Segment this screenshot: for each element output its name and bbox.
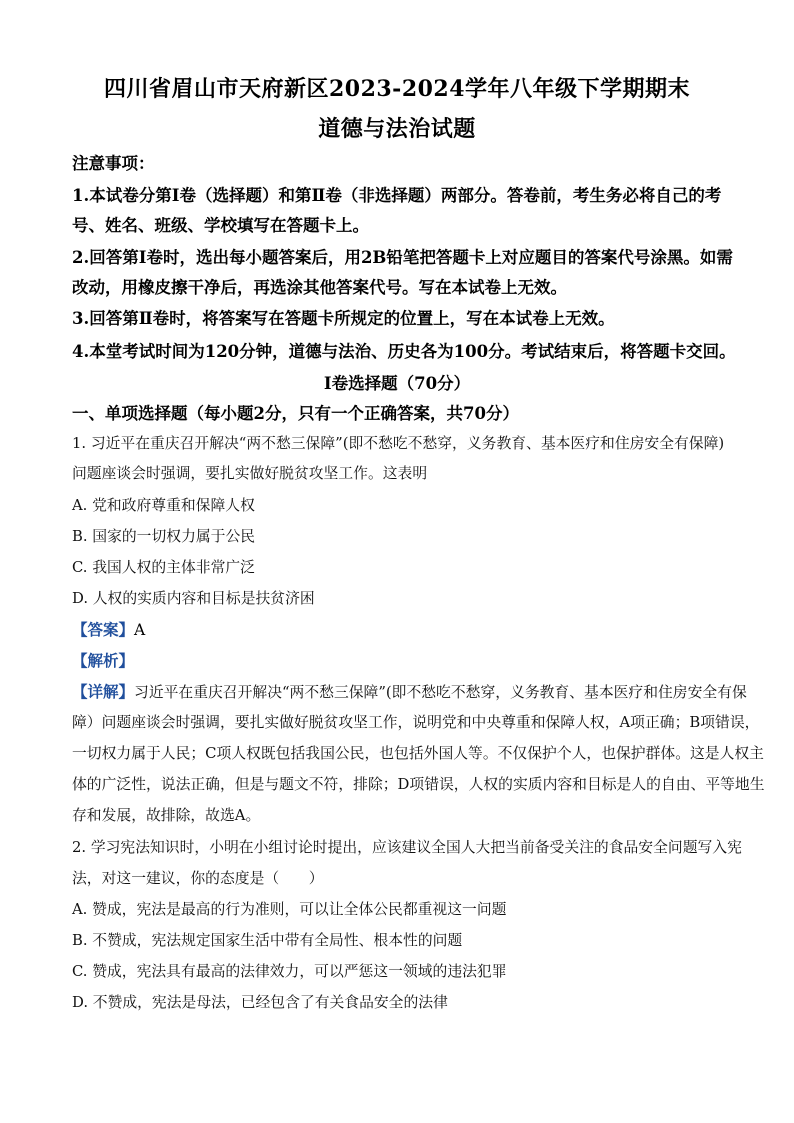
question-1-stem: 问题座谈会时强调，要扎实做好脱贫攻坚工作。这表明: [72, 465, 428, 482]
question-2-option-d: D. 不赞成，宪法是母法，已经包含了有关食品安全的法律: [72, 994, 448, 1011]
question-1-stem: 1. 习近平在重庆召开解决“两不愁三保障”(即不愁吃不愁穿，义务教育、基本医疗和住房安全有保障): [72, 435, 725, 452]
question-1-option-d: D. 人权的实质内容和目标是扶贫济困: [72, 590, 315, 607]
detail-line: 体的广泛性，说法正确，但是与题文不符，排除；D项错误，人权的实质内容和目标是人的自由、平等地生: [72, 776, 765, 793]
detail-text: 习近平在重庆召开解决“两不愁三保障”(即不愁吃不愁穿，义务教育、基本医疗和住房安全有保: [134, 684, 747, 701]
question-2-option-a: A. 赞成，宪法是最高的行为准则，可以让全体公民都重视这一问题: [72, 901, 507, 918]
answer-tag: [72, 618, 145, 640]
notice-line: 3.回答第Ⅱ卷时，将答案写在答题卡所规定的位置上，写在本试卷上无效。: [72, 309, 615, 328]
question-2-stem: 2. 学习宪法知识时，小明在小组讨论时提出，应该建议全国人大把当前备受关注的食品安全问题写入宪: [72, 839, 742, 856]
detail-line: 一切权力属于人民；C项人权既包括我国公民，也包括外国人等。不仅保护个人，也保护群体。这是人权主: [72, 745, 764, 762]
part-heading: 一、单项选择题（每小题2分，只有一个正确答案，共70分）: [72, 404, 519, 423]
question-2-stem: 法，对这一建议，你的态度是（ ）: [72, 870, 324, 887]
detail-line: [72, 680, 747, 702]
notice-line: 1.本试卷分第Ⅰ卷（选择题）和第Ⅱ卷（非选择题）两部分。答卷前，考生务必将自己的考: [72, 186, 722, 205]
volume-heading: Ⅰ卷选择题（70分）: [323, 374, 471, 393]
notice-line: 4.本堂考试时间为120分钟，道德与法治、历史各为100分。考试结束后，将答题卡交回。: [72, 342, 736, 361]
question-1-option-a: A. 党和政府尊重和保障人权: [72, 497, 255, 514]
exam-subtitle: 道德与法治试题: [318, 116, 476, 142]
answer-label: 【答案】: [72, 620, 135, 639]
question-2-option-b: B. 不赞成，宪法规定国家生活中带有全局性、根本性的问题: [72, 932, 463, 949]
notice-heading: 注意事项：: [72, 154, 155, 173]
question-2-option-c: C. 赞成，宪法具有最高的法律效力，可以严惩这一领域的违法犯罪: [72, 963, 507, 980]
exam-title: 四川省眉山市天府新区2023-2024学年八年级下学期期末: [103, 76, 691, 102]
notice-line: 号、姓名、班级、学校填写在答题卡上。: [72, 216, 369, 235]
question-1-option-b: B. 国家的一切权力属于公民: [72, 528, 256, 545]
detail-line: 存和发展，故排除，故选A。: [72, 807, 261, 824]
notice-line: 2.回答第Ⅰ卷时，选出每小题答案后，用2B铅笔把答题卡上对应题目的答案代号涂黑。如需: [72, 248, 733, 267]
detail-label: 【详解】: [72, 682, 135, 701]
answer-value: A: [134, 621, 146, 639]
question-1-option-c: C. 我国人权的主体非常广泛: [72, 559, 255, 576]
analysis-tag: 【解析】: [72, 651, 135, 670]
detail-line: 障）问题座谈会时强调，要扎实做好脱贫攻坚工作，说明党和中央尊重和保障人权，A项正确；B项错误，: [72, 714, 760, 731]
notice-line: 改动，用橡皮擦干净后，再选涂其他答案代号。写在本试卷上无效。: [72, 278, 567, 297]
